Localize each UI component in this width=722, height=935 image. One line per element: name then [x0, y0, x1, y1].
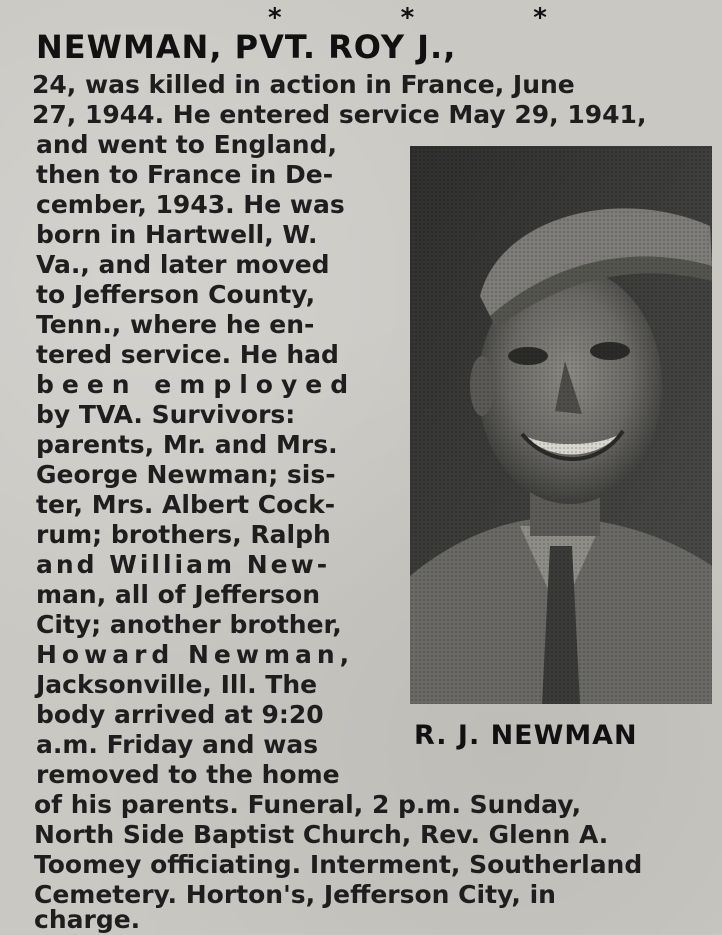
body-line: body arrived at 9:20	[36, 700, 324, 729]
body-line: Howard Newman,	[36, 640, 355, 669]
obituary-headline: NEWMAN, PVT. ROY J.,	[36, 28, 457, 66]
body-line: a.m. Friday and was	[36, 730, 319, 759]
body-line-bottom-1: of his parents. Funeral, 2 p.m. Sunday,	[34, 790, 582, 819]
body-line: and went to England,	[36, 130, 338, 159]
body-line-bottom-5: charge.	[34, 905, 141, 934]
body-line: ter, Mrs. Albert Cock-	[36, 490, 336, 519]
body-line: and William New-	[36, 550, 331, 579]
body-line: cember, 1943. He was	[36, 190, 345, 219]
photo-caption: R. J. NEWMAN	[414, 720, 638, 751]
body-line: by TVA. Survivors:	[36, 400, 296, 429]
body-line-bottom-4: Cemetery. Horton's, Jefferson City, in	[34, 880, 556, 909]
body-line: to Jefferson County,	[36, 280, 316, 309]
body-line: parents, Mr. and Mrs.	[36, 430, 338, 459]
body-line: born in Hartwell, W.	[36, 220, 318, 249]
body-line-top-1: 24, was killed in action in France, June	[32, 70, 575, 99]
portrait-halftone	[410, 146, 712, 704]
body-line: tered service. He had	[36, 340, 339, 369]
body-line: man, all of Jefferson	[36, 580, 321, 609]
body-line: George Newman; sis-	[36, 460, 336, 489]
soldier-portrait-photo	[410, 146, 712, 704]
body-line: Tenn., where he en-	[36, 310, 315, 339]
body-line: removed to the home	[36, 760, 340, 789]
body-line-bottom-2: North Side Baptist Church, Rev. Glenn A.	[34, 820, 609, 849]
body-line: been employed	[36, 370, 357, 399]
body-line: rum; brothers, Ralph	[36, 520, 331, 549]
body-line: then to France in De-	[36, 160, 334, 189]
body-line-top-2: 27, 1944. He entered service May 29, 1941,	[32, 100, 647, 129]
body-line: Va., and later moved	[36, 250, 330, 279]
body-line-bottom-3: Toomey officiating. Interment, Southerland	[34, 850, 643, 879]
body-line: City; another brother,	[36, 610, 342, 639]
section-separator: * * *	[268, 3, 602, 33]
body-line: Jacksonville, Ill. The	[36, 670, 318, 699]
